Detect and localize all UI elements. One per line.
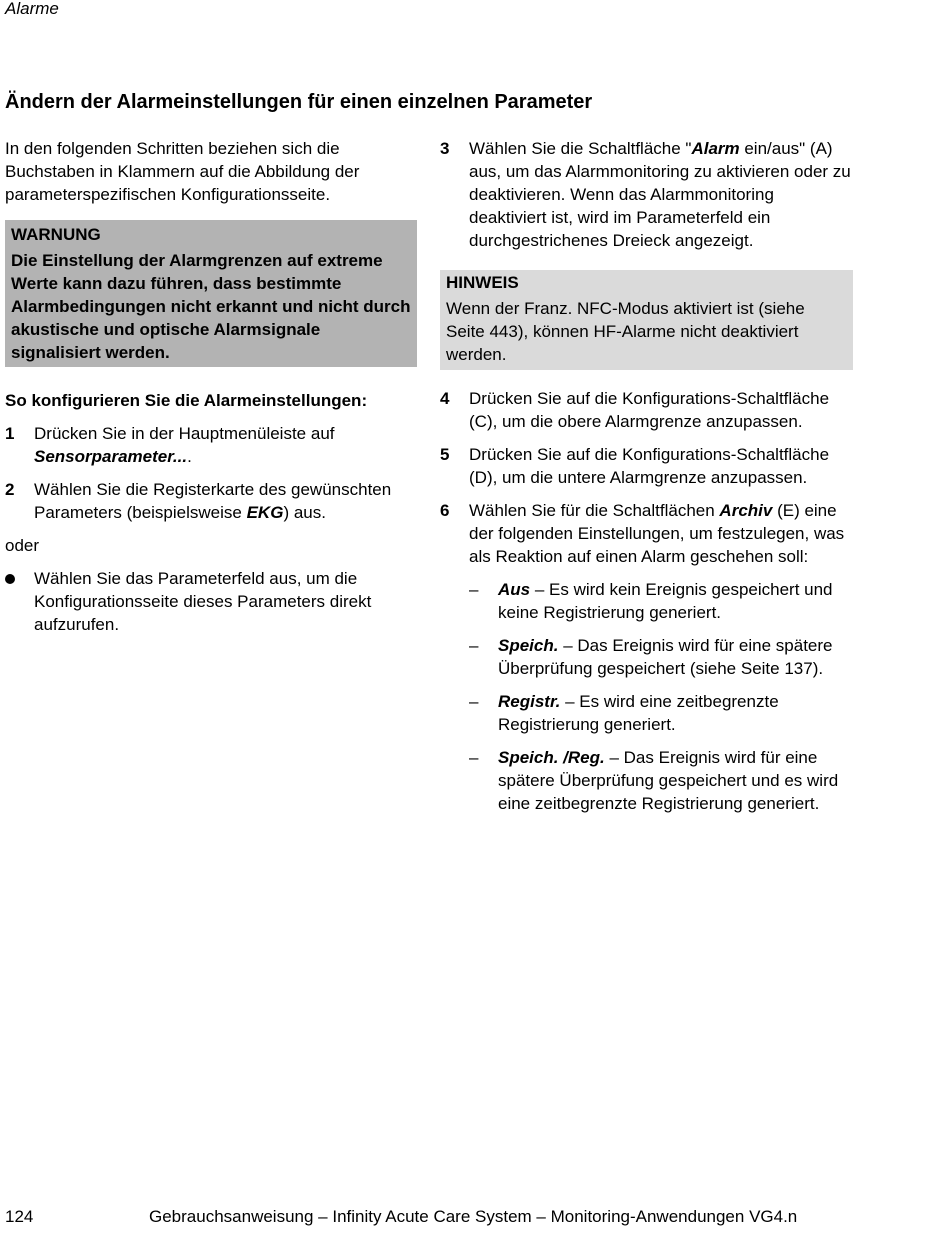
option-description: – Es wird kein Ereignis gespeichert und keine Registrierung generiert. — [498, 580, 833, 622]
bullet-text: Wählen Sie das Parameterfeld aus, um die Konfigurationsseite dieses Parameters direkt aufzurufen. — [34, 569, 372, 634]
option-term: Speich. /Reg. — [498, 748, 605, 767]
bullet-dot-icon — [5, 574, 15, 584]
step-number: 4 — [440, 389, 450, 408]
dash-marker: – — [469, 636, 479, 655]
step-5 — [440, 443, 853, 489]
warning-box — [5, 220, 417, 367]
step-text: Wählen Sie die Schaltfläche "Alarm ein/aus" (A) aus, um das Alarmmonitoring zu aktivieren oder zu deaktivieren. Wenn das Alarmmonitoring deaktiviert ist, wird im Parameterfeld ein durchgestrichenes Dreieck angezeigt. — [469, 139, 851, 250]
right-column — [440, 137, 853, 825]
note-text: Wenn der Franz. NFC-Modus aktiviert ist (siehe Seite 443), können HF-Alarme nicht deaktiviert werden. — [446, 299, 805, 364]
dash-marker: – — [469, 748, 479, 767]
step-text: Wählen Sie für die Schaltflächen Archiv (E) eine der folgenden Einstellungen, um festzulegen, was als Reaktion auf einen Alarm geschehen soll: — [469, 501, 845, 566]
button-emphasis: Alarm — [691, 139, 740, 158]
page-number: 124 — [5, 1207, 34, 1226]
dash-marker: – — [469, 580, 479, 599]
option-term: Speich. — [498, 636, 559, 655]
step-text: Wählen Sie die Registerkarte des gewünschten Parameters (beispielsweise EKG) aus. — [34, 480, 392, 522]
step-number: 2 — [5, 480, 15, 499]
left-column — [5, 137, 417, 646]
step-6 — [440, 499, 853, 568]
archive-options-list — [469, 578, 853, 815]
step-1 — [5, 422, 417, 468]
list-item — [469, 578, 853, 624]
step-number: 3 — [440, 139, 450, 158]
step-text: Drücken Sie auf die Konfigurations-Schaltfläche (D), um die untere Alarmgrenze anzupassen. — [469, 445, 830, 487]
parameter-emphasis: EKG — [246, 503, 284, 522]
option-term: Registr. — [498, 692, 561, 711]
step-3 — [440, 137, 853, 252]
list-item — [469, 746, 853, 815]
footer-title: Gebrauchsanweisung – Infinity Acute Care System – Monitoring-Anwendungen VG4.n — [149, 1207, 798, 1226]
dash-marker: – — [469, 692, 479, 711]
warning-title: WARNUNG — [11, 225, 101, 244]
bullet-item — [5, 567, 417, 636]
option-description: – Das Ereignis wird für eine spätere Überprüfung gespeichert und es wird eine zeitbegrenzte Registrierung generiert. — [498, 748, 839, 813]
option-description: – Es wird eine zeitbegrenzte Registrierung generiert. — [498, 692, 779, 734]
button-emphasis: Archiv — [719, 501, 773, 520]
running-header: Alarme — [5, 0, 59, 18]
option-description: – Das Ereignis wird für eine spätere Überprüfung gespeichert (siehe Seite 137). — [498, 636, 833, 678]
list-item — [469, 690, 853, 736]
procedure-subheading: So konfigurieren Sie die Alarmeinstellungen: — [5, 391, 368, 410]
step-number: 5 — [440, 445, 450, 464]
note-title: HINWEIS — [446, 273, 519, 292]
list-item — [469, 634, 853, 680]
step-text: Drücken Sie in der Hauptmenüleiste auf Sensorparameter.... — [34, 424, 335, 466]
or-separator: oder — [5, 536, 40, 555]
step-4 — [440, 387, 853, 433]
warning-text: Die Einstellung der Alarmgrenzen auf extreme Werte kann dazu führen, dass bestimmte Alarmbedingungen nicht erkannt und nicht durch akustische und optische Alarmsignale signalisiert werden. — [11, 251, 411, 362]
intro-paragraph: In den folgenden Schritten beziehen sich die Buchstaben in Klammern auf die Abbildung der parameterspezifischen Konfigurationsseite. — [5, 139, 360, 204]
menu-item-emphasis: Sensorparameter... — [34, 447, 188, 466]
step-2 — [5, 478, 417, 524]
note-box — [440, 270, 853, 370]
page-title: Ändern der Alarmeinstellungen für einen einzelnen Parameter — [5, 91, 593, 113]
step-number: 1 — [5, 424, 15, 443]
option-term: Aus — [498, 580, 531, 599]
step-text: Drücken Sie auf die Konfigurations-Schaltfläche (C), um die obere Alarmgrenze anzupassen. — [469, 389, 830, 431]
step-number: 6 — [440, 501, 450, 520]
